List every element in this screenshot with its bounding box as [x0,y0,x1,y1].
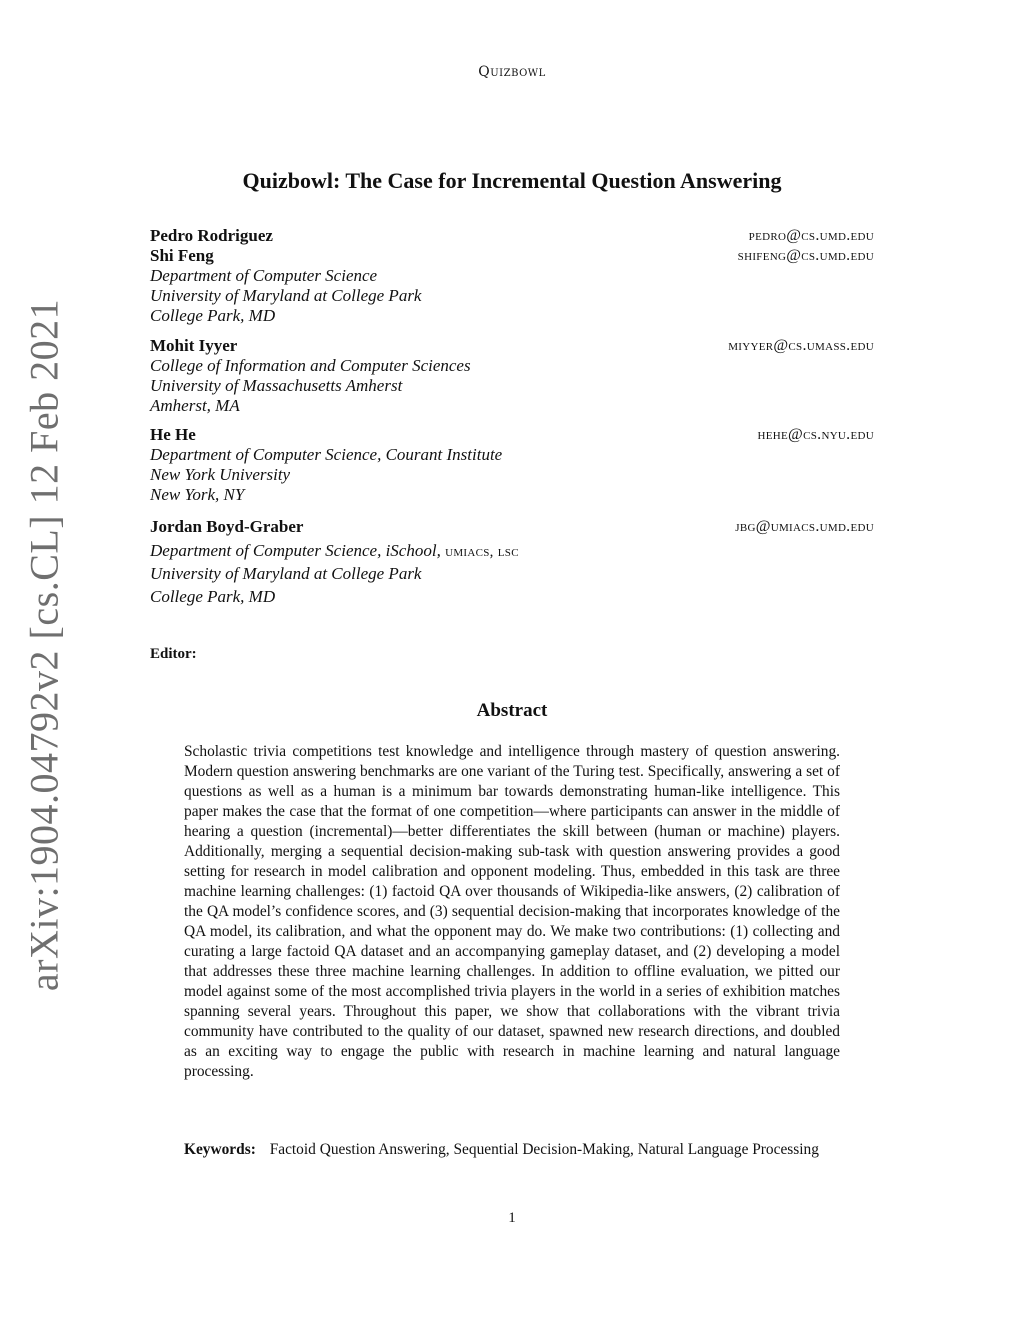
author-name: He He [150,425,196,444]
author-group-4 [150,517,874,608]
author-group-2 [150,336,874,416]
author-name: Pedro Rodriguez [150,226,273,245]
arxiv-identifier-text: arXiv:1904.04792v2 [cs.CL] 12 Feb 2021 [21,298,67,992]
affiliation-line: Department of Computer Science [150,266,378,285]
abstract-body: Scholastic trivia competitions test knowledge and intelligence through mastery of question answering. Modern question answering benchmarks are one variant of the Turing test. Specifically, answering a set of questions as well as a human is a minimum bar towards demonstrating human-like intelligence. This paper makes the case that the format of one competition—where participants can answer in the middle of hearing a question (incremental)—better differentiates the skill between (human or machine) players. Additionally, merging a sequential decision-making sub-task with question answering provides a good setting for research in model calibration and opponent modeling. Thus, embedded in this task are three machine learning challenges: (1) factoid QA over thousands of Wikipedia-like answers, (2) calibration of the QA model’s confidence scores, and (3) sequential decision-making that incorporates knowledge of the QA model, its calibration, and what the opponent may do. We make two contributions: (1) collecting and curating a large factoid QA dataset and an accompanying gameplay dataset, and (2) developing a model that addresses these three machine learning challenges. In addition to offline evaluation, we pitted our model against some of the most accomplished trivia players in the world in a series of exhibition matches spanning several years. Throughout this paper, we show that collaborations with the vibrant trivia community have contributed to the quality of our dataset, spawned new research directions, and doubled as an exciting way to engage the public with research in machine learning and natural language processing. [184,743,840,1080]
author-row [150,425,874,445]
affiliation-line: University of Maryland at College Park [150,564,422,583]
affiliation-prefix: Department of Computer Science, iSchool, [150,541,441,560]
abstract-heading: Abstract [476,700,548,721]
author-email[interactable]: pedro@cs.umd.edu [748,227,874,244]
affiliation-line: University of Massachusetts Amherst [150,376,403,395]
affiliation-line: College Park, MD [150,587,276,606]
author-row [150,336,874,356]
author-group-1 [150,226,874,326]
affiliation-line: University of Maryland at College Park [150,286,422,305]
affiliation-line: College of Information and Computer Sciences [150,356,471,375]
author-email[interactable]: shifeng@cs.umd.edu [737,247,874,264]
editor-label: Editor: [150,646,197,662]
affiliation-line: Amherst, MA [150,396,240,415]
author-row [150,226,874,246]
paper-title: Quizbowl: The Case for Incremental Question Answering [242,168,782,193]
author-email[interactable]: jbg@umiacs.umd.edu [735,518,874,535]
author-name: Shi Feng [150,246,214,265]
affiliation-line: New York University [150,465,291,484]
author-name: Mohit Iyyer [150,336,238,355]
author-email[interactable]: miyyer@cs.umass.edu [728,337,874,354]
author-email[interactable]: hehe@cs.nyu.edu [757,426,874,443]
author-row [150,517,874,539]
affiliation-line: New York, NY [150,485,245,504]
author-name: Jordan Boyd-Graber [150,517,304,536]
author-row [150,246,874,266]
keywords-text: Factoid Question Answering, Sequential Decision-Making, Natural Language Processing [269,1141,819,1158]
keywords-section [184,1140,840,1160]
running-head: Quizbowl [478,64,546,80]
affiliation-line [150,539,874,562]
keywords-label: Keywords: [184,1141,256,1158]
affiliation-acronyms: umiacs, lsc [445,544,519,560]
author-group-3 [150,425,874,505]
affiliation-line: College Park, MD [150,306,276,325]
affiliation-line: Department of Computer Science, Courant Institute [150,445,503,464]
page-number: 1 [508,1210,516,1226]
